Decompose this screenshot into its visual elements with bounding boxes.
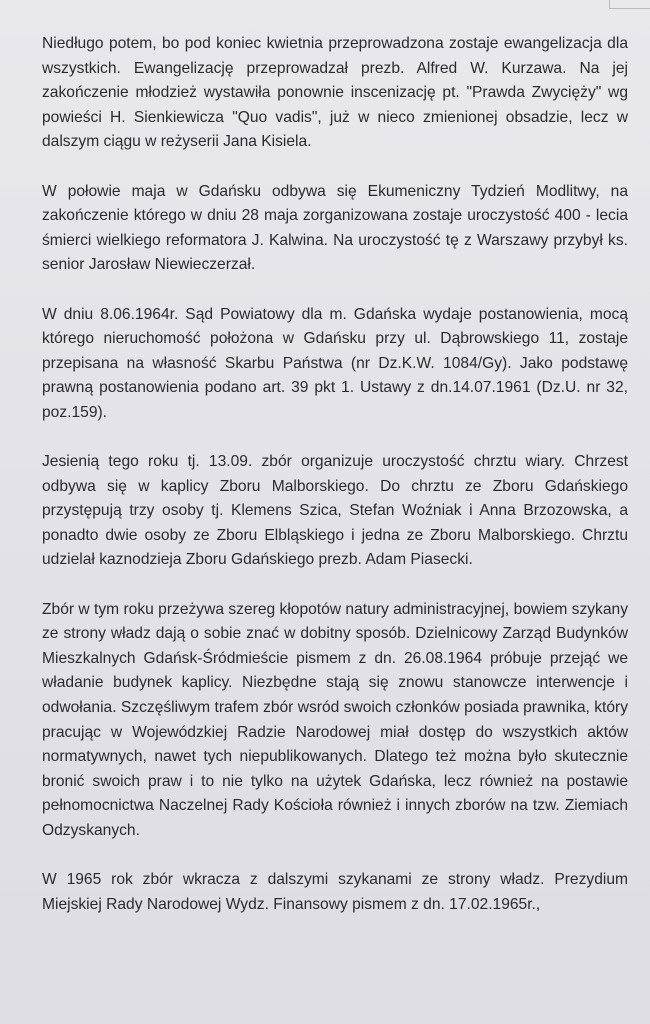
paragraph-baptism: Jesienią tego roku tj. 13.09. zbór organizuje uroczystość chrztu wiary. Chrzest odbywa się w kaplicy Zboru Malborskiego. Do chrztu ze Zboru Gdańskiego przystępują trzy osoby tj. Klemens Szica, Stefan Woźniak i Anna Brzozowska, a ponadto dwie osoby ze Zboru Elbląskiego i jedna ze Zboru Malborskiego. Chrztu udzielał kaznodzieja Zboru Gdańskiego prezb. Adam Piasecki. bbox=[42, 453, 628, 569]
paragraph-evangelization: Niedługo potem, bo pod koniec kwietnia przeprowadzona zostaje ewangelizacja dla wszystkich. Ewangelizację przeprowadzał prezb. Alfred W. Kurzawa. Na jej zakończenie młodzież wystawiła ponownie inscenizację pt. "Prawda Zwycięży" wg powieści H. Sienkiewicza "Quo vadis", już w nieco zmienionej obsadzie, lecz w dalszym ciągu w reżyserii Jana Kisiela. bbox=[42, 35, 628, 151]
paragraph-1965: W 1965 rok zbór wkracza z dalszymi szykanami ze strony władz. Prezydium Miejskiej Rady Narodowej Wydz. Finansowy pismem z dn. 17.02.1965r., bbox=[42, 871, 628, 913]
paragraph-court-decision: W dniu 8.06.1964r. Sąd Powiatowy dla m. Gdańska wydaje postanowienia, mocą którego nieruchomość położona w Gdańsku przy ul. Dąbrowskiego 11, zostaje przepisana na własność Skarbu Państwa (nr Dz.K.W. 1084/Gy). Jako podstawę prawną postanowienia podano art. 39 pkt 1. Ustawy z dn.14.07.1961 (Dz.U. nr 32, poz.159). bbox=[42, 305, 628, 421]
paragraph-administrative-troubles: Zbór w tym roku przeżywa szereg kłopotów natury administracyjnej, bowiem szykany ze strony władz dają o sobie znać w dobitny sposób. Dzielnicowy Zarząd Budynków Mieszkalnych Gdańsk-Śródmieście pismem z dn. 26.08.1964 próbuje przejąć we władanie budynek kaplicy. Niezbędne stają się znowu stanowcze interwencje i odwołania. Szczęśliwym trafem zbór wsród swoich członków posiada prawnika, który pracując w Wojewódzkiej Radzie Narodowej miał dostęp do wszystkich aktów normatywnych, nawet tych niepublikowanych. Dlatego też można było skutecznie bronić swoich praw i to nie tylko na użytek Gdańska, lecz również na postawie pełnomocnictwa Naczelnej Rady Kościoła również i innych zborów na tzw. Ziemiach Odzyskanych. bbox=[42, 600, 628, 839]
paragraph-ecumenical-week: W połowie maja w Gdańsku odbywa się Ekumeniczny Tydzień Modlitwy, na zakończenie którego w dniu 28 maja zorganizowana zostaje uroczystość 400 - lecia śmierci wielkiego reformatora J. Kalwina. Na uroczystość tę z Warszawy przybył ks. senior Jarosław Niewieczerzał. bbox=[42, 182, 628, 274]
